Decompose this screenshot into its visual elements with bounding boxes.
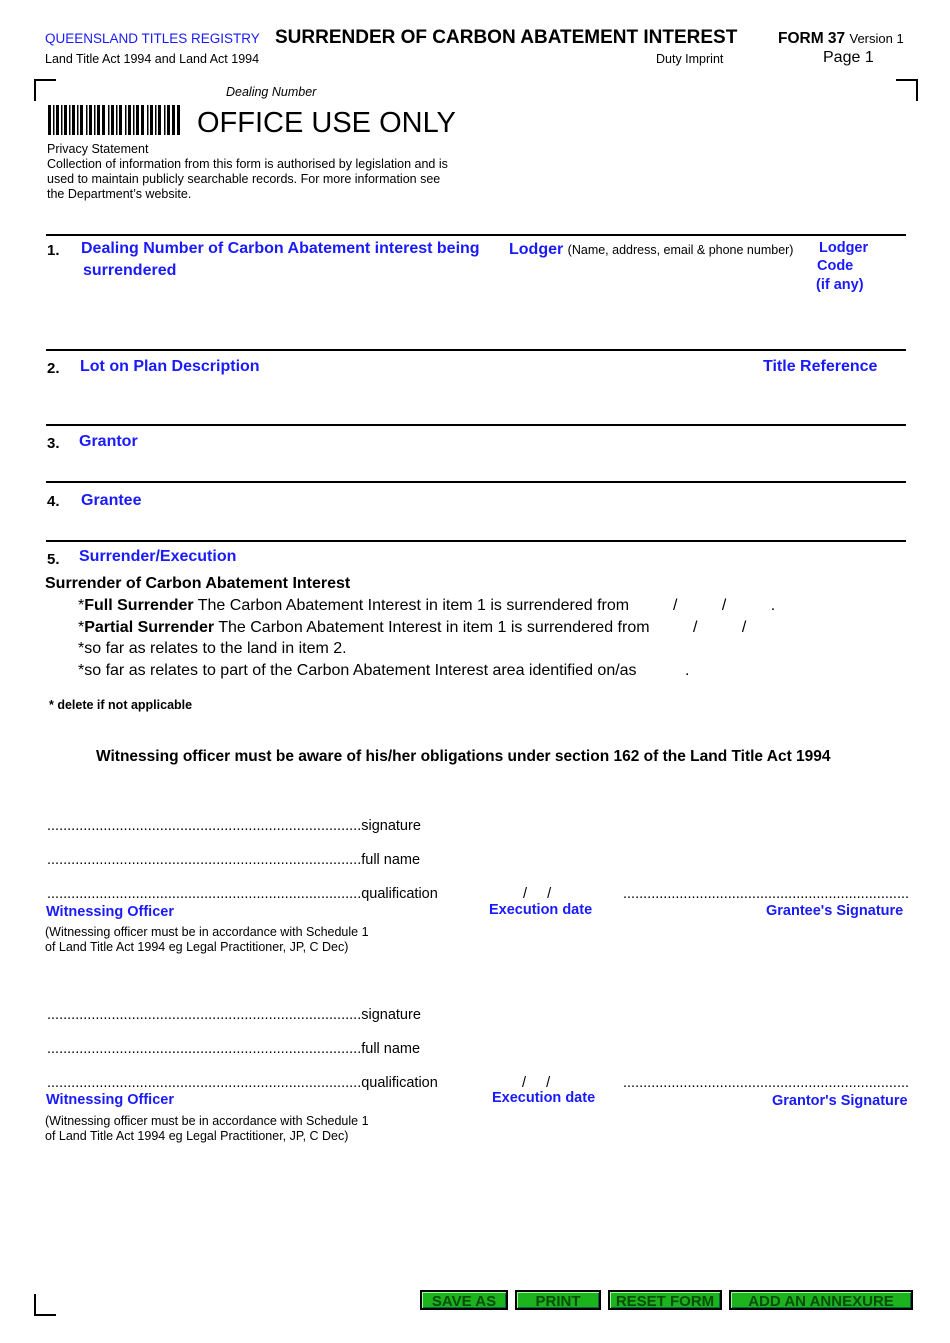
registry-name: QUEENSLAND TITLES REGISTRY [45, 31, 260, 46]
form-number [778, 30, 904, 48]
witness-full-name-line[interactable]: ..............................................................................full name [47, 1041, 421, 1057]
privacy-line: the Department’s website. [47, 187, 192, 201]
area-clause[interactable]: *so far as relates to part of the Carbon Abatement Interest area identified on/as [78, 662, 637, 679]
privacy-line: used to maintain publicly searchable records. For more information see [47, 172, 441, 186]
witness-note: of Land Title Act 1994 eg Legal Practitioner, JP, C Dec) [45, 1129, 349, 1143]
area-clause-end: . [685, 662, 690, 679]
full-surrender-label: Full Surrender [84, 597, 194, 614]
witness-full-name-line[interactable]: ..............................................................................full name [47, 852, 421, 868]
grantee-signature-label: Grantee's Signature [766, 903, 904, 919]
corner-mark-top-left [34, 79, 56, 101]
item-number: 4. [47, 493, 60, 510]
add-annexure-button-label: ADD AN ANNEXURE [748, 1293, 894, 1310]
reset-form-button-label: RESET FORM [615, 1293, 715, 1310]
surrender-execution-label: Surrender/Execution [79, 548, 237, 565]
item1-label-cont: surrendered [83, 262, 177, 279]
section-divider [46, 540, 906, 542]
lodger-code-label: (if any) [816, 277, 864, 293]
full-surrender-date[interactable]: / / . [673, 597, 776, 614]
section-divider [46, 481, 906, 483]
execution-date-field[interactable]: / / [523, 886, 552, 902]
witnessing-officer-label: Witnessing Officer [46, 904, 174, 920]
save-as-button-label: SAVE AS [431, 1293, 497, 1310]
grantee-signature-line[interactable]: ....................................................................... [623, 886, 910, 902]
land-clause[interactable]: *so far as relates to the land in item 2. [78, 640, 347, 657]
grantor-signature-line[interactable]: ....................................................................... [623, 1075, 910, 1091]
duty-imprint: Duty Imprint [656, 52, 724, 66]
privacy-line: Collection of information from this form is authorised by legislation and is [47, 157, 448, 171]
lodger-label: Lodger [509, 241, 564, 258]
witness-notice: Witnessing officer must be aware of his/her obligations under section 162 of the Land Title Act 1994 [96, 748, 831, 765]
print-button-label: PRINT [535, 1293, 581, 1310]
add-annexure-button[interactable] [729, 1290, 913, 1310]
acts-line: Land Title Act 1994 and Land Act 1994 [45, 52, 260, 66]
barcode-icon [48, 105, 180, 135]
grantee-label: Grantee [81, 492, 142, 509]
full-surrender-line[interactable] [78, 597, 629, 615]
delete-marker: * [78, 619, 85, 636]
witness-note: (Witnessing officer must be in accordance with Schedule 1 [45, 1114, 369, 1128]
lodger-code-label: Code [817, 258, 854, 274]
lodger-code-label: Lodger [819, 240, 869, 256]
witness-signature-line[interactable]: ..............................................................................signature [47, 818, 421, 834]
privacy-title: Privacy Statement [47, 142, 149, 156]
form-version: Version 1 [849, 31, 904, 46]
lot-on-plan-label: Lot on Plan Description [80, 358, 260, 375]
item-number: 1. [47, 242, 60, 259]
section-divider [46, 349, 906, 351]
print-button[interactable] [515, 1290, 601, 1310]
witness-qualification-line[interactable]: ..............................................................................qualification [47, 1075, 438, 1091]
lodger-field[interactable] [509, 241, 793, 259]
execution-date-field[interactable]: / / [522, 1075, 551, 1091]
grantor-label: Grantor [79, 433, 138, 450]
partial-surrender-text: The Carbon Abatement Interest in item 1 is surrendered from [214, 619, 650, 636]
partial-surrender-line[interactable] [78, 619, 650, 637]
section-divider [46, 234, 906, 236]
corner-mark-bottom-left [34, 1294, 56, 1316]
dealing-number-label: Dealing Number [226, 85, 317, 99]
item-number: 3. [47, 435, 60, 452]
partial-surrender-date[interactable]: / / [693, 619, 747, 636]
lodger-hint: (Name, address, email & phone number) [567, 243, 794, 257]
surrender-heading: Surrender of Carbon Abatement Interest [45, 575, 351, 592]
execution-date-label: Execution date [492, 1090, 596, 1106]
section-divider [46, 424, 906, 426]
item1-label: Dealing Number of Carbon Abatement interest being [81, 240, 480, 257]
delete-note: * delete if not applicable [49, 698, 193, 712]
save-as-button[interactable] [420, 1290, 508, 1310]
page-number: Page 1 [823, 49, 874, 66]
item-number: 5. [47, 551, 60, 568]
full-surrender-text: The Carbon Abatement Interest in item 1 is surrendered from [193, 597, 630, 614]
item-number: 2. [47, 360, 60, 377]
witnessing-officer-label: Witnessing Officer [46, 1092, 174, 1108]
corner-mark-top-right [896, 79, 918, 101]
reset-form-button[interactable] [608, 1290, 722, 1310]
witness-signature-line[interactable]: ..............................................................................signature [47, 1007, 421, 1023]
form-title: SURRENDER OF CARBON ABATEMENT INTEREST [275, 27, 738, 48]
witness-qualification-line[interactable]: ..............................................................................qualification [47, 886, 438, 902]
delete-marker: * [78, 597, 85, 614]
grantor-signature-label: Grantor's Signature [772, 1093, 908, 1109]
partial-surrender-label: Partial Surrender [84, 619, 215, 636]
witness-note: (Witnessing officer must be in accordance with Schedule 1 [45, 925, 369, 939]
execution-date-label: Execution date [489, 902, 593, 918]
title-reference-label: Title Reference [763, 358, 878, 375]
witness-note: of Land Title Act 1994 eg Legal Practitioner, JP, C Dec) [45, 940, 349, 954]
office-use-only: OFFICE USE ONLY [197, 107, 456, 139]
form-number-label: FORM 37 [778, 30, 846, 47]
